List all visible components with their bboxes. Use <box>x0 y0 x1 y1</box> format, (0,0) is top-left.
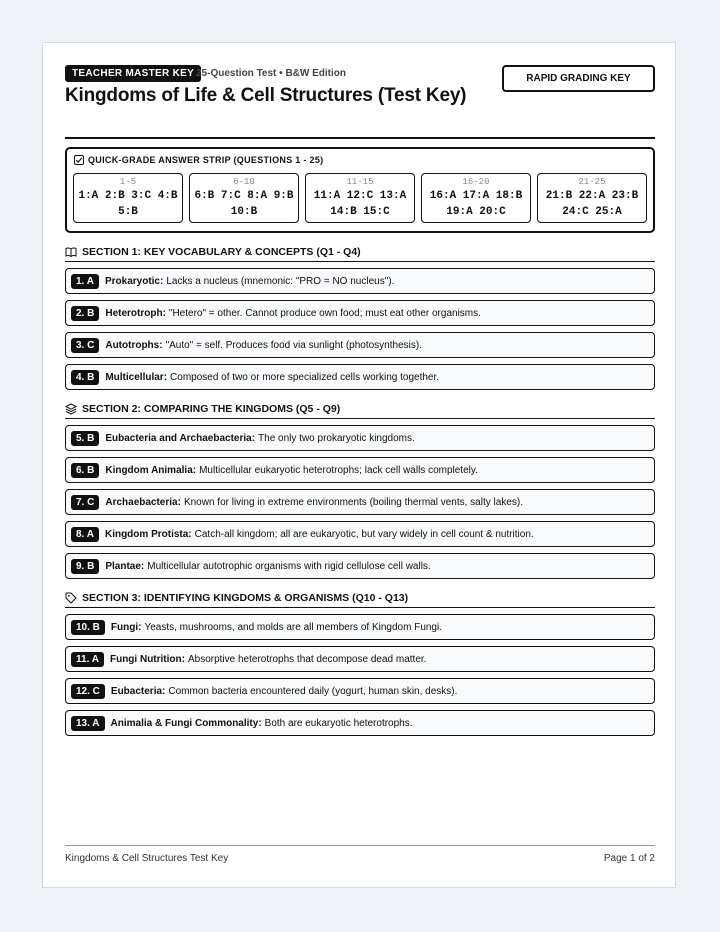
page-number: Page 1 of 2 <box>603 853 655 864</box>
answer-term: Eubacteria: <box>110 685 166 697</box>
document-page <box>42 42 676 888</box>
section-1-header <box>65 246 655 262</box>
answer-boxes <box>73 173 647 223</box>
answer-definition: Catch-all kingdom; all are eukaryotic, but vary widely in cell count & nutrition. <box>194 528 534 540</box>
teacher-key-badge: TEACHER MASTER KEY <box>65 65 201 82</box>
answer-item <box>65 457 655 483</box>
answer-definition: Multicellular eukaryotic heterotrophs; lack cell walls completely. <box>199 464 478 476</box>
answer-box-line: 11:A 12:C 13:A <box>313 190 407 202</box>
section-title: SECTION 2: COMPARING THE KINGDOMS (Q5 - Q9) <box>82 403 341 415</box>
answer-definition: Known for living in extreme environments (boiling thermal vents, salty lakes). <box>183 496 523 508</box>
answer-definition: Yeasts, mushrooms, and molds are all members of Kingdom Fungi. <box>144 621 442 633</box>
answer-box-range: 11-15 <box>346 177 374 187</box>
answer-box-line: 24:C 25:A <box>562 206 622 218</box>
answer-strip <box>65 147 655 233</box>
answer-number: 9. B <box>71 559 99 574</box>
page-footer <box>65 845 655 864</box>
section-title: SECTION 3: IDENTIFYING KINGDOMS & ORGANISMS (Q10 - Q13) <box>82 592 409 604</box>
answer-term: Prokaryotic: <box>104 275 164 287</box>
answer-definition: "Hetero" = other. Cannot produce own food; must eat other organisms. <box>168 307 481 319</box>
answer-number: 5. B <box>71 431 99 446</box>
answer-number: 11. A <box>71 652 104 667</box>
answer-definition: "Auto" = self. Produces food via sunlight (photosynthesis). <box>165 339 422 351</box>
rapid-grading-key-box: RAPID GRADING KEY <box>502 65 655 92</box>
answer-number: 4. B <box>71 370 99 385</box>
answer-box-line: 21:B 22:A 23:B <box>545 190 639 202</box>
edition-label: 25-Question Test • B&W Edition <box>196 68 346 79</box>
answer-term: Autotrophs: <box>105 339 163 351</box>
answer-item <box>65 553 655 579</box>
answer-box-range: 21-25 <box>578 177 606 187</box>
answer-number: 8. A <box>71 527 99 542</box>
layers-icon <box>65 403 77 415</box>
answer-box-line: 14:B 15:C <box>330 206 390 218</box>
answer-definition: Composed of two or more specialized cells working together. <box>170 371 440 383</box>
answer-box <box>189 173 299 223</box>
answer-box-range: 1-5 <box>119 177 137 187</box>
answer-term: Eubacteria and Archaebacteria: <box>105 432 256 444</box>
answer-term: Fungi Nutrition: <box>109 653 185 665</box>
answer-term: Animalia & Fungi Commonality: <box>110 717 262 729</box>
page-header <box>65 65 655 139</box>
answer-number: 2. B <box>71 306 99 321</box>
answer-definition: Absorptive heterotrophs that decompose dead matter. <box>187 653 427 665</box>
answer-number: 10. B <box>71 620 105 635</box>
answer-item <box>65 521 655 547</box>
answer-number: 13. A <box>71 716 105 731</box>
book-icon <box>65 246 77 258</box>
answer-box <box>421 173 531 223</box>
answer-box-line: 10:B <box>230 206 258 218</box>
answer-item <box>65 300 655 326</box>
answer-term: Heterotroph: <box>105 307 166 319</box>
answer-number: 3. C <box>71 338 99 353</box>
answer-definition: Lacks a nucleus (mnemonic: "PRO = NO nucleus"). <box>166 275 395 287</box>
answer-term: Plantae: <box>105 560 145 572</box>
answer-box <box>73 173 183 223</box>
answer-item <box>65 678 655 704</box>
checkbox-icon <box>74 155 84 165</box>
answer-item <box>65 489 655 515</box>
footer-title: Kingdoms & Cell Structures Test Key <box>65 853 229 864</box>
answer-box <box>537 173 647 223</box>
answer-item <box>65 614 655 640</box>
answer-box-line: 19:A 20:C <box>446 206 506 218</box>
section-2-header <box>65 403 655 419</box>
answer-term: Archaebacteria: <box>105 496 181 508</box>
answer-box-line: 1:A 2:B 3:C 4:B <box>78 190 178 202</box>
answer-definition: Both are eukaryotic heterotrophs. <box>264 717 413 729</box>
answer-item <box>65 268 655 294</box>
answer-box-line: 16:A 17:A 18:B <box>429 190 523 202</box>
section-3-header <box>65 592 655 608</box>
answer-box-range: 6-10 <box>233 177 255 187</box>
answer-box-range: 16-20 <box>462 177 490 187</box>
answer-definition: The only two prokaryotic kingdoms. <box>258 432 415 444</box>
answer-box-line: 5:B <box>118 206 138 218</box>
page-title: Kingdoms of Life & Cell Structures (Test Key) <box>65 85 467 106</box>
page-content <box>65 65 655 736</box>
answer-term: Kingdom Animalia: <box>105 464 197 476</box>
answer-item <box>65 646 655 672</box>
answer-item <box>65 332 655 358</box>
answer-number: 7. C <box>71 495 99 510</box>
answer-number: 12. C <box>71 684 105 699</box>
answer-number: 6. B <box>71 463 99 478</box>
tag-icon <box>65 592 77 604</box>
answer-box-line: 6:B 7:C 8:A 9:B <box>194 190 294 202</box>
answer-strip-header <box>74 155 323 165</box>
answer-definition: Common bacteria encountered daily (yogurt, human skin, desks). <box>168 685 458 697</box>
answer-term: Kingdom Protista: <box>104 528 192 540</box>
answer-number: 1. A <box>71 274 99 289</box>
answer-term: Fungi: <box>110 621 142 633</box>
answer-definition: Multicellular autotrophic organisms with rigid cellulose cell walls. <box>147 560 431 572</box>
answer-box <box>305 173 415 223</box>
answer-item <box>65 425 655 451</box>
answer-item <box>65 364 655 390</box>
section-title: SECTION 1: KEY VOCABULARY & CONCEPTS (Q1 - Q4) <box>82 246 361 258</box>
answer-item <box>65 710 655 736</box>
answer-term: Multicellular: <box>105 371 168 383</box>
answer-strip-title: QUICK-GRADE ANSWER STRIP (QUESTIONS 1 - 25) <box>88 155 324 165</box>
